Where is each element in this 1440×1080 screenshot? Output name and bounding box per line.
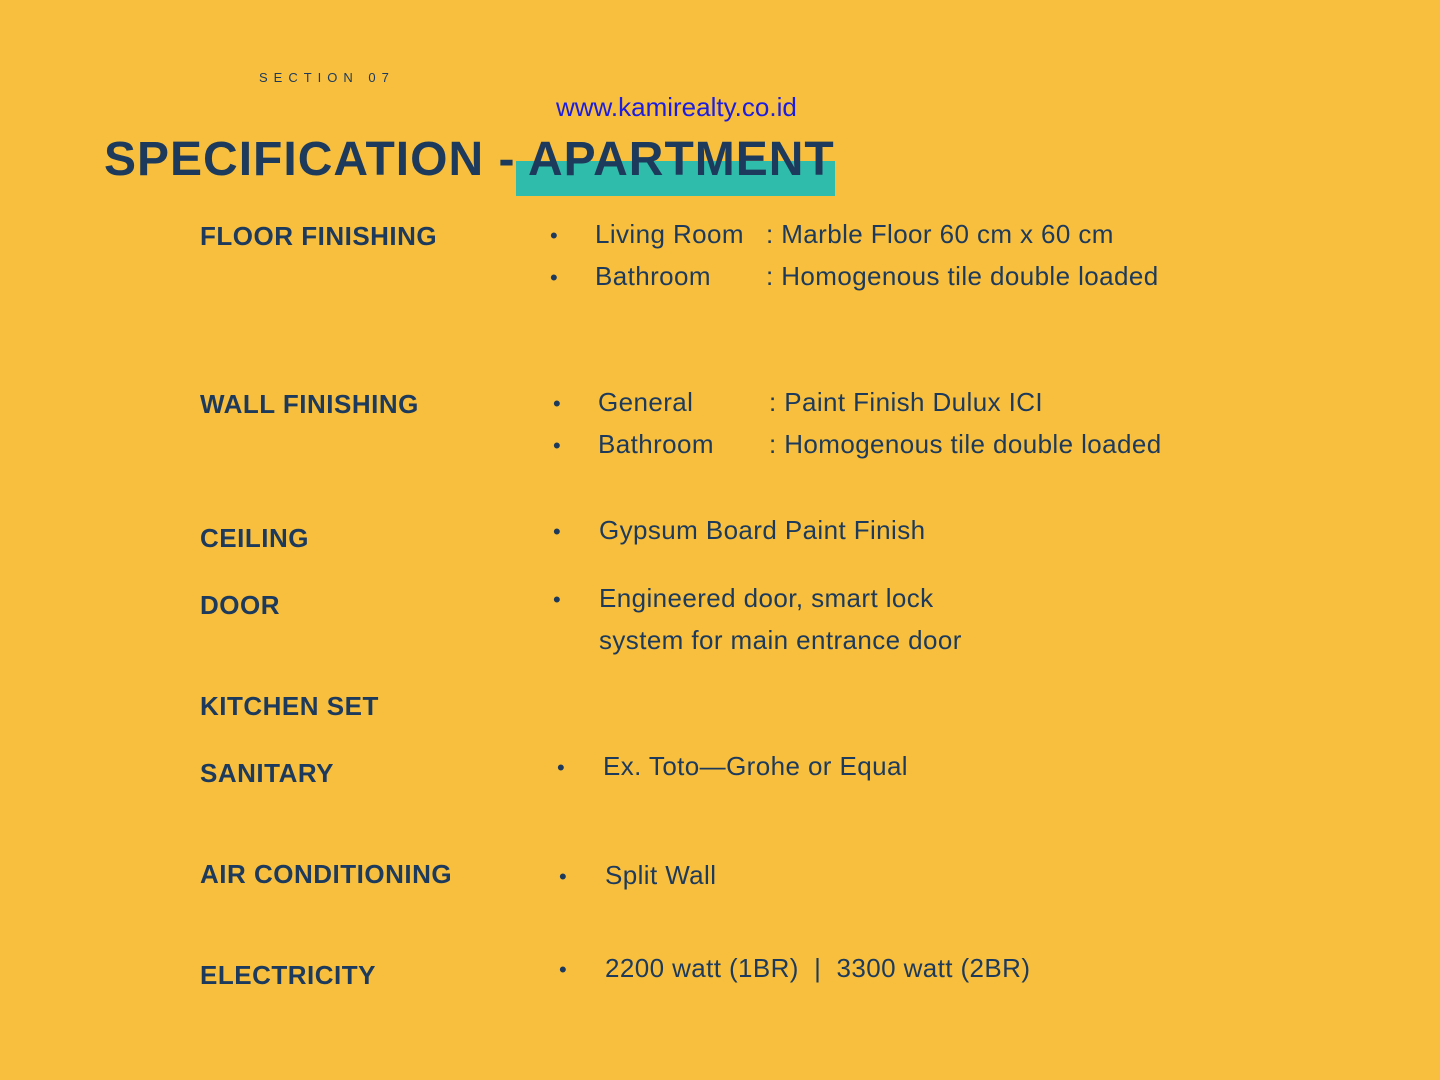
bullet-icon: • — [550, 265, 558, 290]
bullet-icon: • — [553, 519, 561, 544]
wall-item-value: : Homogenous tile double loaded — [769, 429, 1162, 459]
website-link[interactable]: www.kamirealty.co.id — [556, 92, 797, 122]
door-text-line1: Engineered door, smart lock — [599, 583, 934, 613]
door-label: DOOR — [200, 590, 280, 620]
bullet-icon: • — [553, 391, 561, 416]
kitchen-set-label: KITCHEN SET — [200, 691, 379, 721]
sanitary-label: SANITARY — [200, 758, 334, 788]
bullet-icon: • — [553, 587, 561, 612]
floor-item-name: Bathroom — [595, 261, 711, 291]
floor-item-name: Living Room — [595, 219, 744, 249]
wall-item-name: General — [598, 387, 694, 417]
bullet-icon: • — [559, 864, 567, 889]
floor-finishing-label: FLOOR FINISHING — [200, 221, 438, 251]
section-label: SECTION 07 — [259, 70, 395, 85]
door-text-line2: system for main entrance door — [599, 625, 962, 655]
ac-text: Split Wall — [605, 860, 717, 890]
sanitary-text: Ex. Toto—Grohe or Equal — [603, 751, 908, 781]
floor-item-value: : Homogenous tile double loaded — [766, 261, 1159, 291]
floor-item-value: : Marble Floor 60 cm x 60 cm — [766, 219, 1114, 249]
bullet-icon: • — [559, 957, 567, 982]
wall-item-name: Bathroom — [598, 429, 714, 459]
bullet-icon: • — [550, 223, 558, 248]
bullet-icon: • — [553, 433, 561, 458]
page-title: SPECIFICATION - APARTMENT — [104, 133, 835, 186]
ceiling-text: Gypsum Board Paint Finish — [599, 515, 926, 545]
wall-item-value: : Paint Finish Dulux ICI — [769, 387, 1044, 417]
ceiling-label: CEILING — [200, 523, 309, 553]
electricity-text: 2200 watt (1BR) | 3300 watt (2BR) — [605, 953, 1031, 983]
air-conditioning-label: AIR CONDITIONING — [200, 859, 453, 889]
electricity-label: ELECTRICITY — [200, 960, 376, 990]
wall-finishing-label: WALL FINISHING — [200, 389, 419, 419]
bullet-icon: • — [557, 755, 565, 780]
